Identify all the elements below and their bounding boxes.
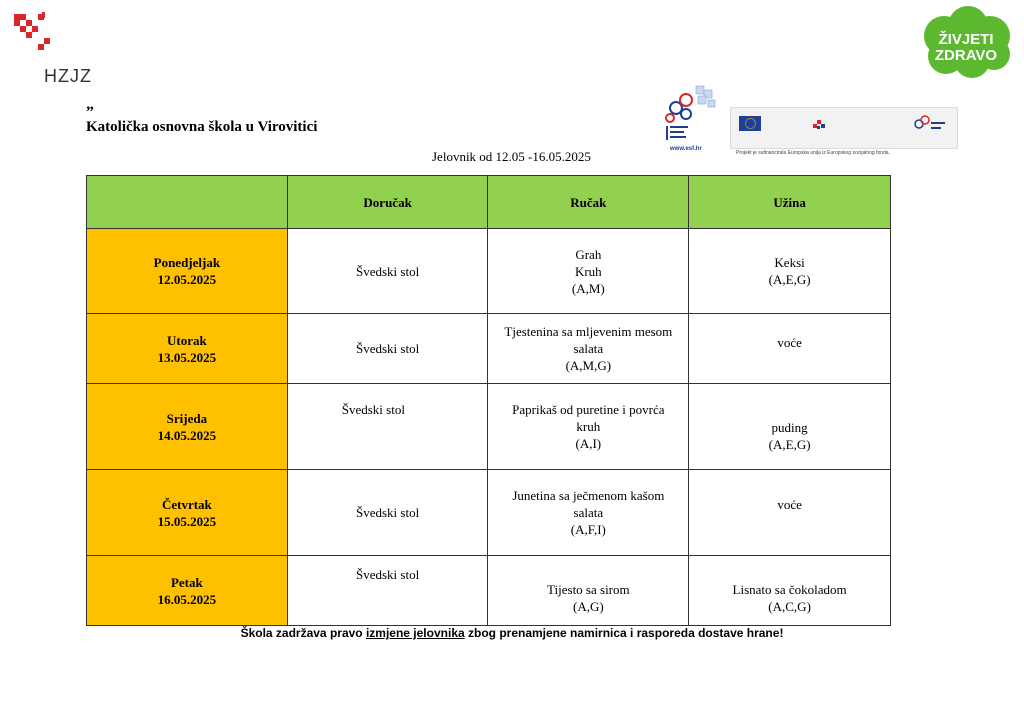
- snack-cell: [689, 384, 891, 470]
- day-date: 16.05.2025: [157, 591, 217, 607]
- menu-period: Jelovnik od 12.05 -16.05.2025: [432, 149, 591, 164]
- esf-flower-icon: [658, 82, 722, 148]
- lunch-cell: [488, 314, 689, 384]
- day-cell: [87, 470, 288, 556]
- lunch-line: (A,G): [572, 598, 604, 614]
- school-name: Katolička osnovna škola u Virovitici: [86, 119, 318, 135]
- lunch-line: (A,I): [575, 436, 602, 451]
- breakfast-item: Švedski stol: [355, 263, 420, 279]
- snack-line: Lisnato sa čokoladom: [732, 581, 847, 597]
- breakfast-cell: [287, 229, 488, 314]
- lunch-line: Junetina sa ječmenom kašom: [512, 488, 665, 503]
- snack-line: Keksi: [774, 255, 805, 270]
- lunch-line: kruh: [576, 419, 601, 434]
- snack-line: (A,E,G): [768, 437, 811, 452]
- lunch-line: Kruh: [574, 263, 602, 279]
- lunch-cell: [488, 229, 689, 314]
- zivjeti-zdravo-logo: [916, 6, 1016, 78]
- day-name: Petak: [170, 574, 203, 590]
- day-name: Utorak: [167, 332, 207, 348]
- esf-mini-logo-icon: [909, 114, 947, 140]
- lunch-cell: [488, 470, 689, 556]
- footer-note: [0, 626, 1024, 640]
- snack-line: (A,C,G): [768, 598, 811, 614]
- esf-url: www.esf.hr: [670, 146, 702, 152]
- breakfast-cell: [287, 314, 488, 384]
- table-header-row: [87, 176, 891, 229]
- lunch-cell: [488, 556, 689, 626]
- lunch-line: (A,M): [571, 280, 605, 296]
- esf-eu-logos: [658, 82, 958, 160]
- footer-note-underlined: izmjene jelovnika: [365, 626, 465, 640]
- snack-line: (A,E,G): [768, 272, 811, 287]
- table-row: [87, 314, 891, 384]
- snack-cell: [689, 470, 891, 556]
- snack-cell: [689, 556, 891, 626]
- snack-cell: [689, 229, 891, 314]
- quote-mark: „: [86, 96, 94, 113]
- lunch-line: Tijesto sa sirom: [547, 581, 630, 597]
- day-name: Ponedjeljak: [153, 255, 221, 270]
- eu-flag-icon: [739, 116, 761, 131]
- lunch-line: Tjestenina sa mljevenim mesom: [504, 324, 673, 339]
- day-name: Četvrtak: [161, 496, 212, 512]
- day-date: 12.05.2025: [157, 272, 217, 287]
- day-date: 15.05.2025: [157, 513, 217, 529]
- day-cell: [87, 229, 288, 314]
- hzjz-logo: [14, 12, 104, 86]
- breakfast-cell: [287, 470, 488, 556]
- menu-table: [86, 175, 891, 626]
- zdravo-text: ZDRAVO: [934, 47, 998, 64]
- day-cell: [87, 314, 288, 384]
- breakfast-item: Švedski stol: [355, 505, 420, 520]
- eu-banner: [730, 107, 958, 149]
- day-cell: [87, 384, 288, 470]
- footer-note-part1: Škola zadržava pravo: [240, 626, 366, 640]
- table-row: [87, 556, 891, 626]
- lunch-line: (A,M,G): [565, 358, 612, 373]
- breakfast-item: Švedski stol: [355, 567, 420, 582]
- snack-line: voće: [777, 497, 802, 512]
- lunch-line: salata: [573, 505, 604, 520]
- table-row: [87, 384, 891, 470]
- lunch-line: (A,F,I): [570, 522, 606, 537]
- table-row: [87, 229, 891, 314]
- lunch-line: salata: [573, 341, 604, 356]
- header-empty-cell: [87, 176, 288, 229]
- snack-cell: [689, 314, 891, 384]
- day-date: 13.05.2025: [157, 349, 217, 365]
- header-snack: Užina: [689, 176, 891, 229]
- table-row: [87, 470, 891, 556]
- breakfast-cell: [287, 556, 488, 626]
- lunch-line: Paprikaš od puretine i povrća: [512, 402, 665, 417]
- day-date: 14.05.2025: [157, 427, 217, 443]
- header-breakfast: Doručak: [287, 176, 488, 229]
- esif-mark-icon: [813, 118, 827, 130]
- snack-line: puding: [771, 420, 808, 435]
- header-lunch: Ručak: [488, 176, 689, 229]
- hzjz-logo-text: HZJZ: [44, 66, 92, 86]
- day-name: Srijeda: [166, 410, 208, 426]
- footer-note-part3: zbog prenamjene namirnica i rasporeda dostave hrane!: [464, 626, 784, 640]
- day-cell: [87, 556, 288, 626]
- zivjeti-text: ŽIVJETI: [938, 31, 994, 48]
- lunch-line: Grah: [575, 246, 602, 262]
- hzjz-logo-mark-icon: [14, 12, 74, 52]
- snack-line: voće: [777, 335, 802, 350]
- breakfast-cell: [287, 384, 488, 470]
- breakfast-item: Švedski stol: [355, 341, 420, 356]
- lunch-cell: [488, 384, 689, 470]
- breakfast-item: Švedski stol: [341, 402, 405, 417]
- eu-caption: Projekt je sufinancirala Europska unija iz Europskog socijalnog fonda.: [736, 150, 890, 156]
